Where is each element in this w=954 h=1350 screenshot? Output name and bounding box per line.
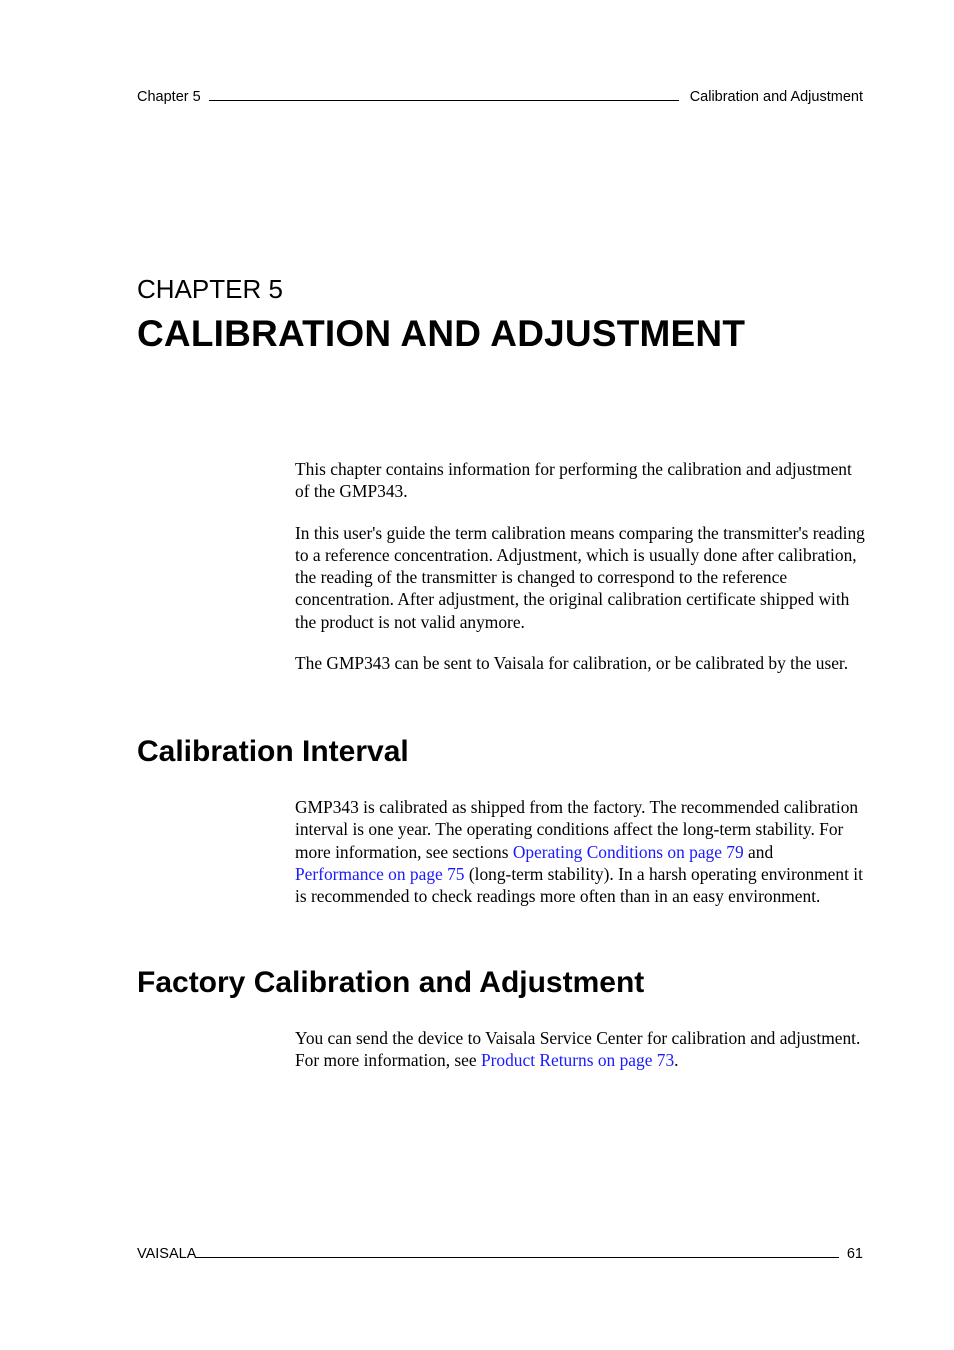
header-rule [209,87,679,101]
footer-rule [196,1244,838,1258]
fc-text-b: . [674,1050,679,1071]
ci-text-c: (long-term stability). In a harsh operating environment it is recommended to check readings more often than in an easy environment. [295,863,863,907]
factory-calibration-block [295,1027,865,1091]
ci-text-b: and [743,841,774,862]
footer-company: VAISALA [137,1246,197,1262]
intro-paragraph-1: This chapter contains information for performing the calibration and adjustment of the GMP343. [295,459,852,502]
calibration-interval-paragraph [295,796,865,907]
chapter-label: CHAPTER 5 [137,274,283,304]
ci-text-a: GMP343 is calibrated as shipped from the factory. The recommended calibration interval is one year. The operating conditions affect the long-term stability. For more information, see sections [295,797,859,862]
factory-calibration-paragraph [295,1027,865,1072]
header-chapter: Chapter 5 [137,89,201,105]
chapter-title: CALIBRATION AND ADJUSTMENT [137,313,746,354]
page-header [137,87,863,105]
intro-paragraph-2: In this user's guide the term calibration means comparing the transmitter's reading to a reference concentration. Adjustment, which is usually done after calibration, the reading of the transmitter is changed to correspond to the reference concentration. After adjustment, the original calibration certificate shipped with the product is not valid anymore. [295,522,865,632]
header-title: Calibration and Adjustment [689,89,863,105]
intro-block [295,458,865,693]
fc-text-a: You can send the device to Vaisala Service Center for calibration and adjustment. For more information, see [295,1028,861,1071]
page-number: 61 [846,1246,863,1262]
intro-paragraph-3: The GMP343 can be sent to Vaisala for calibration, or be calibrated by the user. [295,653,849,674]
page-footer [137,1244,863,1262]
calibration-interval-block [295,796,865,926]
link-performance[interactable]: Performance on page 75 [295,863,465,884]
link-product-returns[interactable]: Product Returns on page 73 [480,1050,675,1071]
section-heading-factory-calibration: Factory Calibration and Adjustment [137,966,645,999]
section-heading-calibration-interval: Calibration Interval [137,735,409,768]
link-operating-conditions[interactable]: Operating Conditions on page 79 [512,841,744,862]
